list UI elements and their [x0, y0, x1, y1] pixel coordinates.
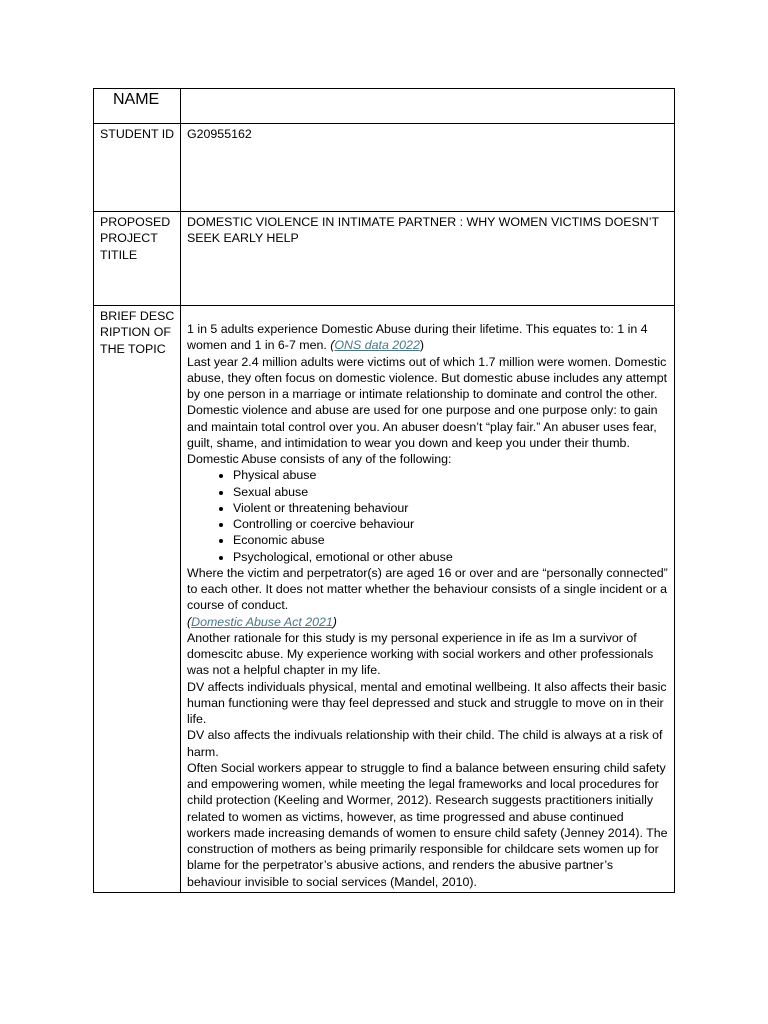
name-row — [94, 89, 675, 124]
project-title-row — [94, 212, 675, 306]
list-item: • Sexual abuse — [233, 484, 668, 500]
description-value-cell — [181, 306, 675, 893]
description-row — [94, 306, 675, 893]
student-id-label: STUDENT ID — [100, 127, 175, 141]
student-id-value-cell — [181, 124, 675, 212]
description-paragraph: Another rationale for this study is my personal experience in ife as Im a survivor of domescitc abuse. My experience working with social workers and other professionals was not a helpful chapter in my life. — [187, 630, 654, 678]
ref-paren-close: ) — [419, 338, 424, 353]
student-id-row — [94, 124, 675, 212]
proposal-form-table — [93, 88, 675, 893]
ref-paren-close: ) — [332, 614, 337, 629]
list-item: • Controlling or coercive behaviour — [233, 516, 668, 532]
description-paragraph: DV affects individuals physical, mental and emotinal wellbeing. It also affects their basic human functioning were thay feel depressed and stuck and struggle to move on in their life. — [187, 679, 667, 726]
list-item: • Economic abuse — [233, 532, 668, 548]
description-paragraph: DV also affects the indivuals relationship with their child. The child is always at a risk of harm. — [187, 728, 663, 759]
stat-text: 1 in 5 adults experience Domestic Abuse during their lifetime. This equates to: 1 in 4 women and 1 in 6-7 men. — [187, 322, 648, 353]
description-paragraph: Domestic Abuse consists of any of the following: — [187, 452, 452, 466]
description-label: BRIEF DESCRIPTION OF THE TOPIC — [100, 309, 175, 356]
name-label: NAME — [113, 91, 160, 108]
list-item: • Physical abuse — [233, 467, 668, 483]
domestic-abuse-act-link[interactable]: Domestic Abuse Act 2021 — [191, 614, 333, 629]
student-id-value: G20955162 — [187, 127, 252, 141]
abuse-types-list — [187, 467, 668, 565]
description-paragraph: Often Social workers appear to struggle to find a balance between ensuring child safety and empowering women, while meeting the legal frameworks and local procedures for child protection (Keeling and Wormer, 2012). Research suggests practitioners initially related to women as victims, however, as time progressed and abuse continued workers made increasing demands of women to ensure child safety (Jenney 2014). The construction of mothers as being primarily responsible for childcare sets women up for blame for the perpetrator’s abusive actions, and renders the abusive partner’s behaviour invisible to social services (Mandel, 2010). — [187, 760, 668, 889]
ref-paren-open: ( — [187, 614, 192, 629]
description-paragraph — [187, 321, 668, 354]
description-body — [181, 306, 674, 892]
list-item: • Psychological, emotional or other abuse — [233, 549, 668, 565]
project-title-label: PROPOSED PROJECT TITILE — [100, 215, 171, 262]
name-value — [181, 89, 674, 91]
ref-paren-open: ( — [330, 338, 335, 353]
description-paragraph: Where the victim and perpetrator(s) are aged 16 or over and are “personally connected” to each other. It does not matter whether the behaviour consists of a single incident or a course of conduct. — [187, 565, 668, 613]
project-title-value-cell — [181, 212, 675, 306]
reference-line — [187, 614, 668, 630]
list-item: • Violent or threatening behaviour — [233, 500, 668, 516]
project-title-label-cell — [94, 212, 181, 306]
name-label-cell — [94, 89, 181, 124]
ons-data-link[interactable]: ONS data 2022 — [334, 338, 420, 353]
project-title-value: DOMESTIC VIOLENCE IN INTIMATE PARTNER : WHY WOMEN VICTIMS DOESN’T SEEK EARLY HELP — [187, 215, 659, 246]
description-paragraph: Last year 2.4 million adults were victims out of which 1.7 million were women. Domestic abuse, they often focus on domestic violence. But domestic abuse includes any attempt by one person in a marriage or intimate relationship to dominate and control the other. Domestic violence and abuse are used for one purpose and one purpose only: to gain and maintain total control over you. An abuser doesn’t “play fair.” An abuser uses fear, guilt, shame, and intimidation to wear you down and keep you under their thumb. — [187, 354, 668, 450]
name-value-cell — [181, 89, 675, 124]
student-id-label-cell — [94, 124, 181, 212]
description-label-cell — [94, 306, 181, 893]
